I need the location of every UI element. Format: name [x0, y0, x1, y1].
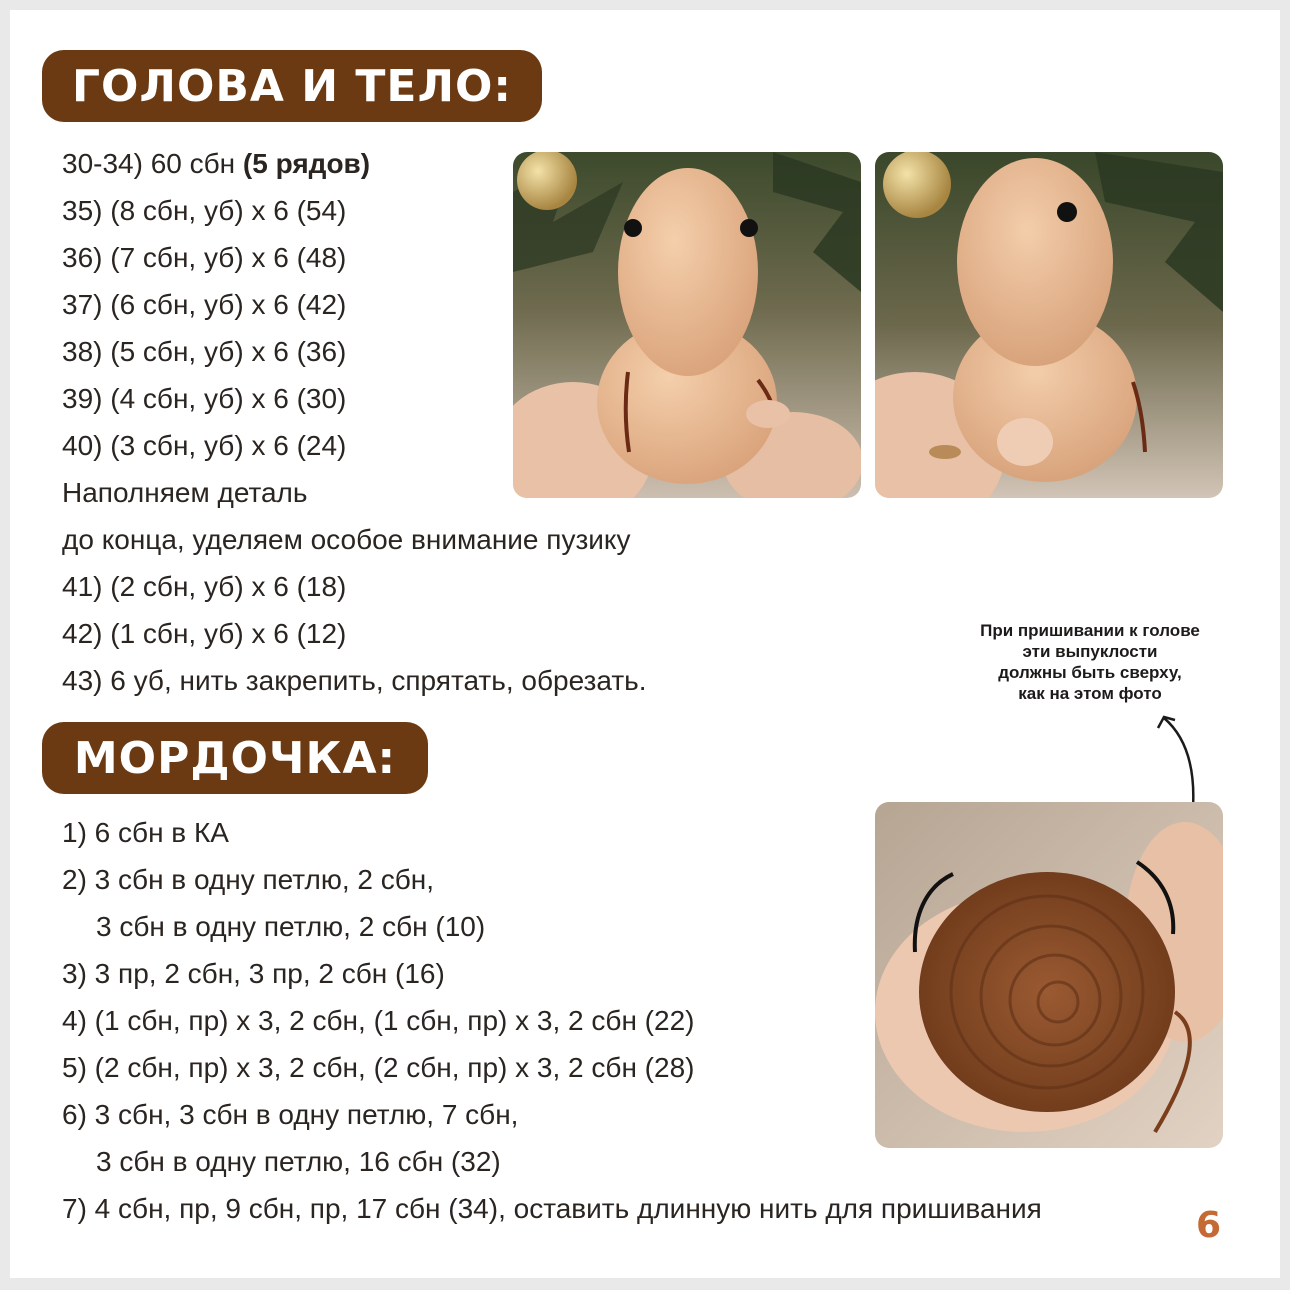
- instruction-line: 38) (5 сбн, уб) х 6 (36): [62, 336, 347, 367]
- toy-front-illustration: [513, 152, 861, 498]
- toy-photo-side: [875, 152, 1223, 498]
- instruction-line: 4) (1 сбн, пр) х 3, 2 сбн, (1 сбн, пр) х 3, 2 сбн (22): [62, 1005, 695, 1036]
- instruction-line: 41) (2 сбн, уб) х 6 (18): [62, 571, 347, 602]
- snout-illustration: [875, 802, 1223, 1148]
- instruction-line: 3) 3 пр, 2 сбн, 3 пр, 2 сбн (16): [62, 958, 445, 989]
- instruction-line: 7) 4 сбн, пр, 9 сбн, пр, 17 сбн (34), оставить длинную нить для пришивания: [62, 1193, 1042, 1224]
- instruction-line: 30-34) 60 сбн (5 рядов): [62, 148, 371, 179]
- row-count-bold: (5 рядов): [242, 148, 371, 179]
- instruction-line: 6) 3 сбн, 3 сбн в одну петлю, 7 сбн,: [62, 1099, 519, 1130]
- instruction-line: 3 сбн в одну петлю, 2 сбн (10): [96, 911, 486, 942]
- instruction-line: 42) (1 сбн, уб) х 6 (12): [62, 618, 347, 649]
- snout-photo: [875, 802, 1223, 1148]
- page-number: 6: [1196, 1205, 1222, 1246]
- instruction-line: 5) (2 сбн, пр) х 3, 2 сбн, (2 сбн, пр) х 3, 2 сбн (28): [62, 1052, 695, 1083]
- instruction-line: 1) 6 сбн в КА: [62, 817, 229, 848]
- instruction-line: 39) (4 сбн, уб) х 6 (30): [62, 383, 347, 414]
- toy-photo-front: [513, 152, 861, 498]
- instruction-line: Наполняем деталь: [62, 477, 308, 508]
- instruction-line: 36) (7 сбн, уб) х 6 (48): [62, 242, 347, 273]
- instruction-line: 2) 3 сбн в одну петлю, 2 сбн,: [62, 864, 435, 895]
- section-title-snout: МОРДОЧКА:: [42, 722, 428, 794]
- instruction-line: 3 сбн в одну петлю, 16 сбн (32): [96, 1146, 501, 1177]
- toy-side-illustration: [875, 152, 1223, 498]
- sewing-note: При пришивании к голове эти выпуклости должны быть сверху, как на этом фото: [980, 621, 1200, 703]
- instruction-line: 43) 6 уб, нить закрепить, спрятать, обрезать.: [62, 665, 647, 696]
- instruction-line: 40) (3 сбн, уб) х 6 (24): [62, 430, 347, 461]
- section-title-head-body: ГОЛОВА И ТЕЛО:: [42, 50, 542, 122]
- instruction-line: до конца, уделяем особое внимание пузику: [62, 524, 631, 555]
- instruction-line: 35) (8 сбн, уб) х 6 (54): [62, 195, 347, 226]
- instruction-line: 37) (6 сбн, уб) х 6 (42): [62, 289, 347, 320]
